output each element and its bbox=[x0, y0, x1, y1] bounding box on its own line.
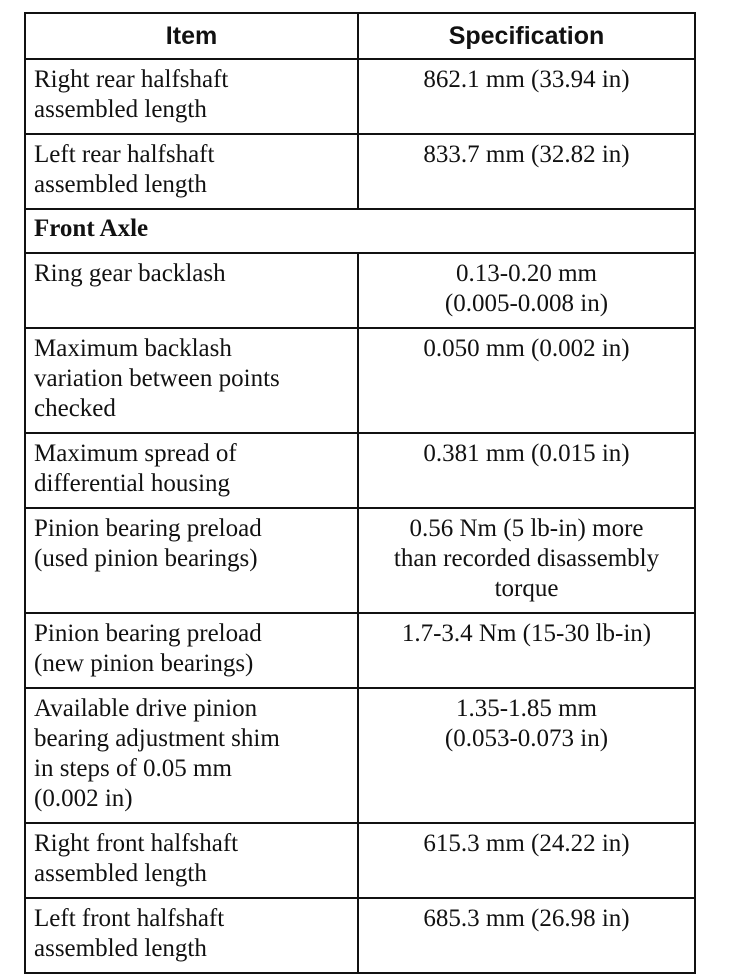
item-cell: Pinion bearing preload (new pinion bearings) bbox=[25, 613, 358, 688]
table-row bbox=[25, 134, 695, 209]
item-cell: Right rear halfshaft assembled length bbox=[25, 59, 358, 134]
item-cell: Maximum backlash variation between points checked bbox=[25, 328, 358, 433]
table-row bbox=[25, 823, 695, 898]
table-row bbox=[25, 613, 695, 688]
table-row bbox=[25, 59, 695, 134]
item-cell: Right front halfshaft assembled length bbox=[25, 823, 358, 898]
table-row bbox=[25, 508, 695, 613]
item-cell: Maximum spread of differential housing bbox=[25, 433, 358, 508]
table-row bbox=[25, 898, 695, 973]
spec-cell: 615.3 mm (24.22 in) bbox=[358, 823, 695, 898]
table-row bbox=[25, 433, 695, 508]
item-cell: Pinion bearing preload (used pinion bearings) bbox=[25, 508, 358, 613]
spec-cell: 0.13-0.20 mm (0.005-0.008 in) bbox=[358, 253, 695, 328]
spec-cell: 685.3 mm (26.98 in) bbox=[358, 898, 695, 973]
spec-cell: 1.35-1.85 mm (0.053-0.073 in) bbox=[358, 688, 695, 823]
section-row bbox=[25, 209, 695, 253]
column-header-item: Item bbox=[25, 13, 358, 59]
spec-cell: 0.56 Nm (5 lb-in) more than recorded disassembly torque bbox=[358, 508, 695, 613]
specification-table bbox=[24, 12, 696, 974]
spec-cell: 0.381 mm (0.015 in) bbox=[358, 433, 695, 508]
table-row bbox=[25, 688, 695, 823]
item-cell: Available drive pinion bearing adjustment shim in steps of 0.05 mm (0.002 in) bbox=[25, 688, 358, 823]
section-heading: Front Axle bbox=[25, 209, 695, 253]
spec-cell: 1.7-3.4 Nm (15-30 lb-in) bbox=[358, 613, 695, 688]
item-cell: Left rear halfshaft assembled length bbox=[25, 134, 358, 209]
spec-cell: 862.1 mm (33.94 in) bbox=[358, 59, 695, 134]
header-row bbox=[25, 13, 695, 59]
column-header-specification: Specification bbox=[358, 13, 695, 59]
item-cell: Left front halfshaft assembled length bbox=[25, 898, 358, 973]
table-row bbox=[25, 328, 695, 433]
spec-cell: 0.050 mm (0.002 in) bbox=[358, 328, 695, 433]
table-row bbox=[25, 253, 695, 328]
spec-cell: 833.7 mm (32.82 in) bbox=[358, 134, 695, 209]
item-cell: Ring gear backlash bbox=[25, 253, 358, 328]
